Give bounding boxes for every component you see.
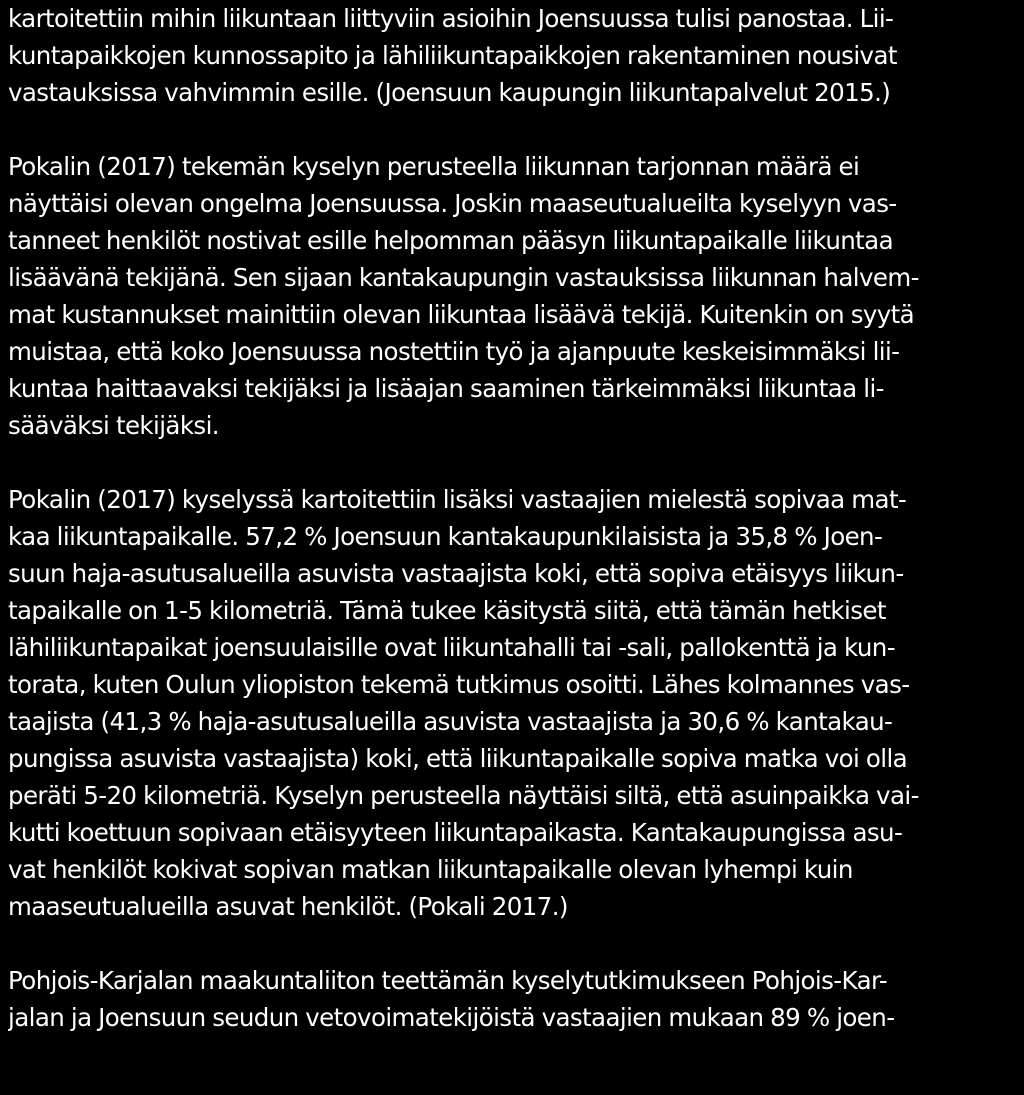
- document-page: [8, 0, 1020, 1036]
- text-line: suun haja-asutusalueilla asuvista vastaajista koki, että sopiva etäisyys liikun-: [8, 559, 904, 588]
- text-line: pungissa asuvista vastaajista) koki, että liikuntapaikalle sopiva matka voi olla: [8, 744, 908, 773]
- text-line: näyttäisi olevan ongelma Joensuussa. Joskin maaseutualueilta kyselyyn vas-: [8, 189, 897, 218]
- text-line: jalan ja Joensuun seudun vetovoimatekijöistä vastaajien mukaan 89 % joen-: [8, 1003, 895, 1032]
- text-line: sääväksi tekijäksi.: [8, 411, 219, 440]
- text-line: muistaa, että koko Joensuussa nostettiin työ ja ajanpuute keskeisimmäksi lii-: [8, 337, 900, 366]
- text-line: lisäävänä tekijänä. Sen sijaan kantakaupungin vastauksissa liikunnan halvem-: [8, 263, 919, 292]
- text-line: kuntaa haittaavaksi tekijäksi ja lisäajan saaminen tärkeimmäksi liikuntaa li-: [8, 374, 884, 403]
- text-line: mat kustannukset mainittiin olevan liikuntaa lisäävä tekijä. Kuitenkin on syytä: [8, 300, 915, 329]
- text-line: kuntapaikkojen kunnossapito ja lähiliikuntapaikkojen rakentaminen nousivat: [8, 41, 897, 70]
- text-line: taajista (41,3 % haja-asutusalueilla asuvista vastaajista ja 30,6 % kantakau-: [8, 707, 893, 736]
- text-line: vastauksissa vahvimmin esille. (Joensuun kaupungin liikuntapalvelut 2015.): [8, 78, 891, 107]
- text-line: Pokalin (2017) kyselyssä kartoitettiin lisäksi vastaajien mielestä sopivaa mat-: [8, 485, 907, 514]
- text-line: vat henkilöt kokivat sopivan matkan liikuntapaikalle olevan lyhempi kuin: [8, 855, 853, 884]
- paragraph-gap: [8, 111, 1020, 148]
- paragraph-gap: [8, 444, 1020, 481]
- text-line: kaa liikuntapaikalle. 57,2 % Joensuun kantakaupunkilaisista ja 35,8 % Joen-: [8, 522, 883, 551]
- paragraph-4: [8, 962, 1020, 1036]
- paragraph-2: [8, 148, 1020, 444]
- text-line: tanneet henkilöt nostivat esille helpomman pääsyn liikuntapaikalle liikuntaa: [8, 226, 894, 255]
- text-line: tapaikalle on 1-5 kilometriä. Tämä tukee käsitystä siitä, että tämän hetkiset: [8, 596, 886, 625]
- paragraph-1: [8, 0, 1020, 111]
- text-line: torata, kuten Oulun yliopiston tekemä tutkimus osoitti. Lähes kolmannes vas-: [8, 670, 910, 699]
- paragraph-3: [8, 481, 1020, 925]
- text-line: kartoitettiin mihin liikuntaan liittyviin asioihin Joensuussa tulisi panostaa. Lii-: [8, 4, 894, 33]
- text-line: Pokalin (2017) tekemän kyselyn perusteella liikunnan tarjonnan määrä ei: [8, 152, 860, 181]
- text-line: lähiliikuntapaikat joensuulaisille ovat liikuntahalli tai -sali, pallokenttä ja kun-: [8, 633, 895, 662]
- text-line: kutti koettuun sopivaan etäisyyteen liikuntapaikasta. Kantakaupungissa asu-: [8, 818, 903, 847]
- paragraph-gap: [8, 925, 1020, 962]
- text-line: Pohjois-Karjalan maakuntaliiton teettämän kyselytutkimukseen Pohjois-Kar-: [8, 966, 888, 995]
- text-line: maaseutualueilla asuvat henkilöt. (Pokali 2017.): [8, 892, 568, 921]
- text-line: peräti 5-20 kilometriä. Kyselyn perusteella näyttäisi siltä, että asuinpaikka vai-: [8, 781, 919, 810]
